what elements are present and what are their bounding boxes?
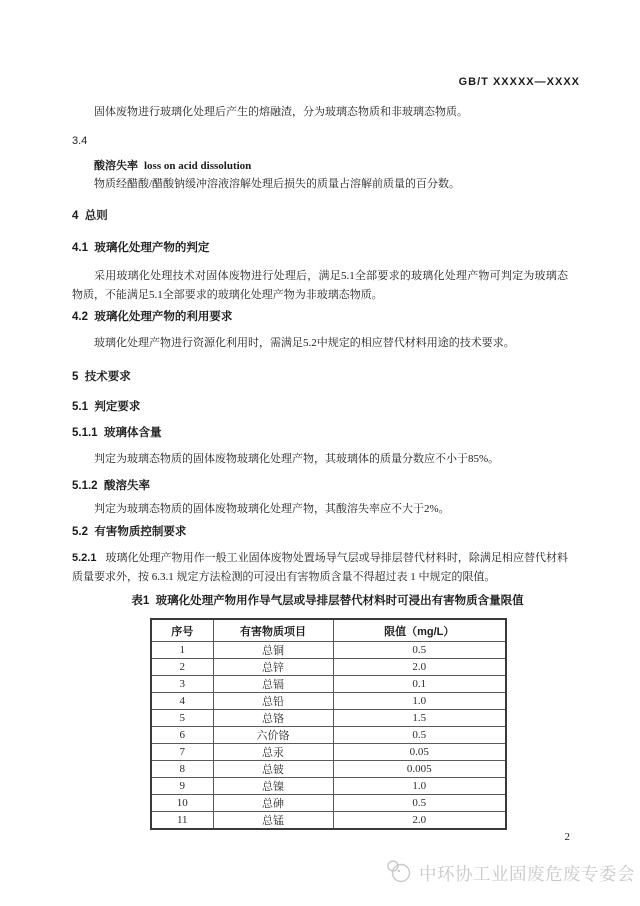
table-cell: 1.0: [333, 778, 506, 795]
term-chinese: 酸溶失率: [94, 160, 138, 172]
heading-5-2: 5.2 有害物质控制要求: [72, 526, 187, 538]
table-cell: 总砷: [213, 795, 333, 812]
paragraph-5-2-1: [72, 549, 568, 587]
table-cell: 总铍: [213, 761, 333, 778]
paragraph-5-1-2: 判定为玻璃态物质的固体废物玻璃化处理产物，其酸溶失率应不大于2%。: [94, 503, 450, 515]
table-cell: 0.05: [333, 744, 506, 761]
paragraph-5-1-1: 判定为玻璃态物质的固体废物玻璃化处理产物，其玻璃体的质量分数应不小于85%。: [94, 453, 500, 465]
clause-3-4-number: 3.4: [72, 135, 88, 147]
heading-4-2: 4.2 玻璃化处理产物的利用要求: [72, 311, 233, 323]
standard-code-header: GB/T XXXXX—XXXX: [458, 76, 580, 88]
table-cell: 0.5: [333, 795, 506, 812]
table-row: [151, 744, 506, 761]
table-cell: 2.0: [333, 812, 506, 830]
footer-watermark: [385, 858, 635, 889]
column-header-substance: 有害物质项目: [213, 619, 333, 642]
heading-5-1: 5.1 判定要求: [72, 401, 141, 413]
table-cell: 1.5: [333, 710, 506, 727]
table-row: [151, 812, 506, 830]
table-body: [151, 642, 506, 830]
table-row: [151, 642, 506, 659]
term-definition: 物质经醋酸/醋酸钠缓冲溶液溶解处理后损失的质量占溶解前质量的百分数。: [94, 178, 461, 190]
table-cell: 0.005: [333, 761, 506, 778]
table-cell: 2.0: [333, 659, 506, 676]
paragraph-4-2: 玻璃化处理产物进行资源化利用时，需满足5.2中规定的相应替代材料用途的技术要求。: [94, 337, 515, 349]
table-1-caption: 表1 玻璃化处理产物用作导气层或导排层替代材料时可浸出有害物质含量限值: [131, 595, 524, 607]
page-number: 2: [564, 831, 570, 843]
heading-5-1-1: 5.1.1 玻璃体含量: [72, 427, 162, 439]
watermark-text: 中环协工业固废危废专委会: [419, 864, 635, 884]
table-cell: 3: [151, 676, 213, 693]
table-cell: 1: [151, 642, 213, 659]
table-row: [151, 727, 506, 744]
heading-5-1-2: 5.1.2 酸溶失率: [72, 480, 150, 492]
table-cell: 9: [151, 778, 213, 795]
table-1-zone: [131, 592, 524, 830]
paragraph-4-1: 采用玻璃化处理技术对固体废物进行处理后，满足5.1全部要求的玻璃化处理产物可判定为玻璃态物质，不能满足5.1全部要求的玻璃化处理产物为非玻璃态物质。: [72, 270, 568, 301]
table-cell: 总镉: [213, 676, 333, 693]
table-header-row: [151, 619, 506, 642]
table-cell: 总镍: [213, 778, 333, 795]
table-cell: 0.1: [333, 676, 506, 693]
table-cell: 0.5: [333, 727, 506, 744]
association-logo-icon: [385, 858, 413, 889]
table-cell: 7: [151, 744, 213, 761]
table-cell: 总铜: [213, 642, 333, 659]
table-cell: 总锰: [213, 812, 333, 830]
column-header-limit: 限值（mg/L）: [333, 619, 506, 642]
table-row: [151, 710, 506, 727]
table-cell: 10: [151, 795, 213, 812]
column-header-index: 序号: [151, 619, 213, 642]
table-cell: 六价铬: [213, 727, 333, 744]
table-cell: 1.0: [333, 693, 506, 710]
table-cell: 总铅: [213, 693, 333, 710]
table-cell: 总铬: [213, 710, 333, 727]
heading-4: 4 总则: [72, 210, 108, 222]
table-row: [151, 659, 506, 676]
clause-5-2-1-text: 玻璃化处理产物用作一般工业固体废物处置场导气层或导排层替代材料时，除满足相应替代材料质量要求外，按 6.3.1 规定方法检测的可浸出有害物质含量不得超过表 1 中规定的限值。: [72, 552, 568, 583]
table-cell: 5: [151, 710, 213, 727]
table-cell: 总汞: [213, 744, 333, 761]
intro-paragraph: 固体废物进行玻璃化处理后产生的熔融渣，分为玻璃态物质和非玻璃态物质。: [94, 106, 468, 118]
table-row: [151, 795, 506, 812]
table-row: [151, 761, 506, 778]
term-line: [72, 157, 568, 176]
hazardous-substance-limits-table: [150, 618, 507, 830]
term-english: loss on acid dissolution: [144, 160, 252, 172]
table-cell: 0.5: [333, 642, 506, 659]
heading-4-1: 4.1 玻璃化处理产物的判定: [72, 242, 210, 254]
table-row: [151, 693, 506, 710]
table-cell: 总锌: [213, 659, 333, 676]
table-cell: 4: [151, 693, 213, 710]
table-row: [151, 778, 506, 795]
table-row: [151, 676, 506, 693]
table-cell: 6: [151, 727, 213, 744]
table-cell: 2: [151, 659, 213, 676]
clause-5-2-1-number: 5.2.1: [72, 552, 97, 564]
heading-5: 5 技术要求: [72, 371, 131, 383]
table-cell: 11: [151, 812, 213, 830]
table-cell: 8: [151, 761, 213, 778]
